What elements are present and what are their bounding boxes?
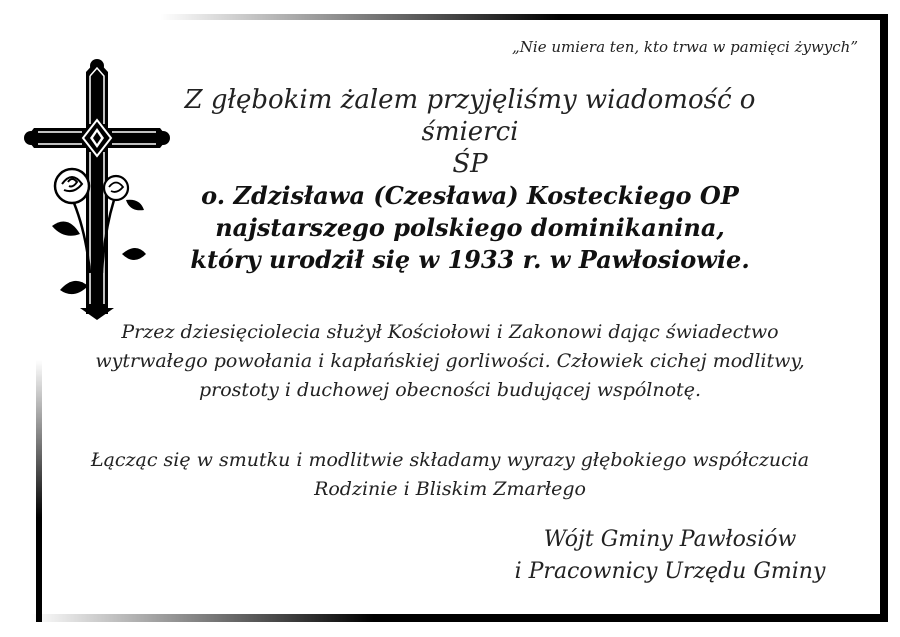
cross-with-roses-icon bbox=[24, 58, 170, 320]
signature bbox=[440, 524, 900, 588]
condolence-paragraph bbox=[90, 446, 810, 504]
motto-quote: „Nie umiera ten, kto trwa w pamięci żywych” bbox=[512, 38, 858, 56]
mourning-frame-top bbox=[160, 14, 888, 20]
tribute-line: wytrwałego powołania i kapłańskiej gorliwości. Człowiek cichej modlitwy, bbox=[95, 350, 805, 372]
announcement-sp: ŚP bbox=[452, 149, 488, 179]
deceased-name: o. Zdzisława (Czesława) Kosteckiego OP bbox=[201, 181, 739, 210]
mourning-frame-left bbox=[36, 360, 42, 622]
condolence-line: Rodzinie i Bliskim Zmarłego bbox=[314, 478, 586, 500]
death-announcement bbox=[150, 84, 790, 276]
tribute-line: Przez dziesięciolecia służył Kościołowi i Zakonowi dając świadectwo bbox=[121, 321, 779, 343]
tribute-line: prostoty i duchowej obecności budującej wspólnotę. bbox=[199, 379, 701, 401]
announcement-intro: Z głębokim żalem przyjęliśmy wiadomość o śmierci bbox=[184, 85, 756, 147]
signature-line: i Pracownicy Urzędu Gminy bbox=[514, 559, 826, 584]
deceased-birth: który urodził się w 1933 r. w Pawłosiowie. bbox=[190, 245, 750, 274]
mourning-frame-bottom bbox=[30, 614, 888, 622]
deceased-description: najstarszego polskiego dominikanina, bbox=[215, 213, 725, 242]
condolence-line: Łącząc się w smutku i modlitwie składamy wyrazy głębokiego współczucia bbox=[90, 449, 810, 471]
tribute-paragraph bbox=[90, 318, 810, 405]
signature-line: Wójt Gminy Pawłosiów bbox=[543, 527, 797, 552]
